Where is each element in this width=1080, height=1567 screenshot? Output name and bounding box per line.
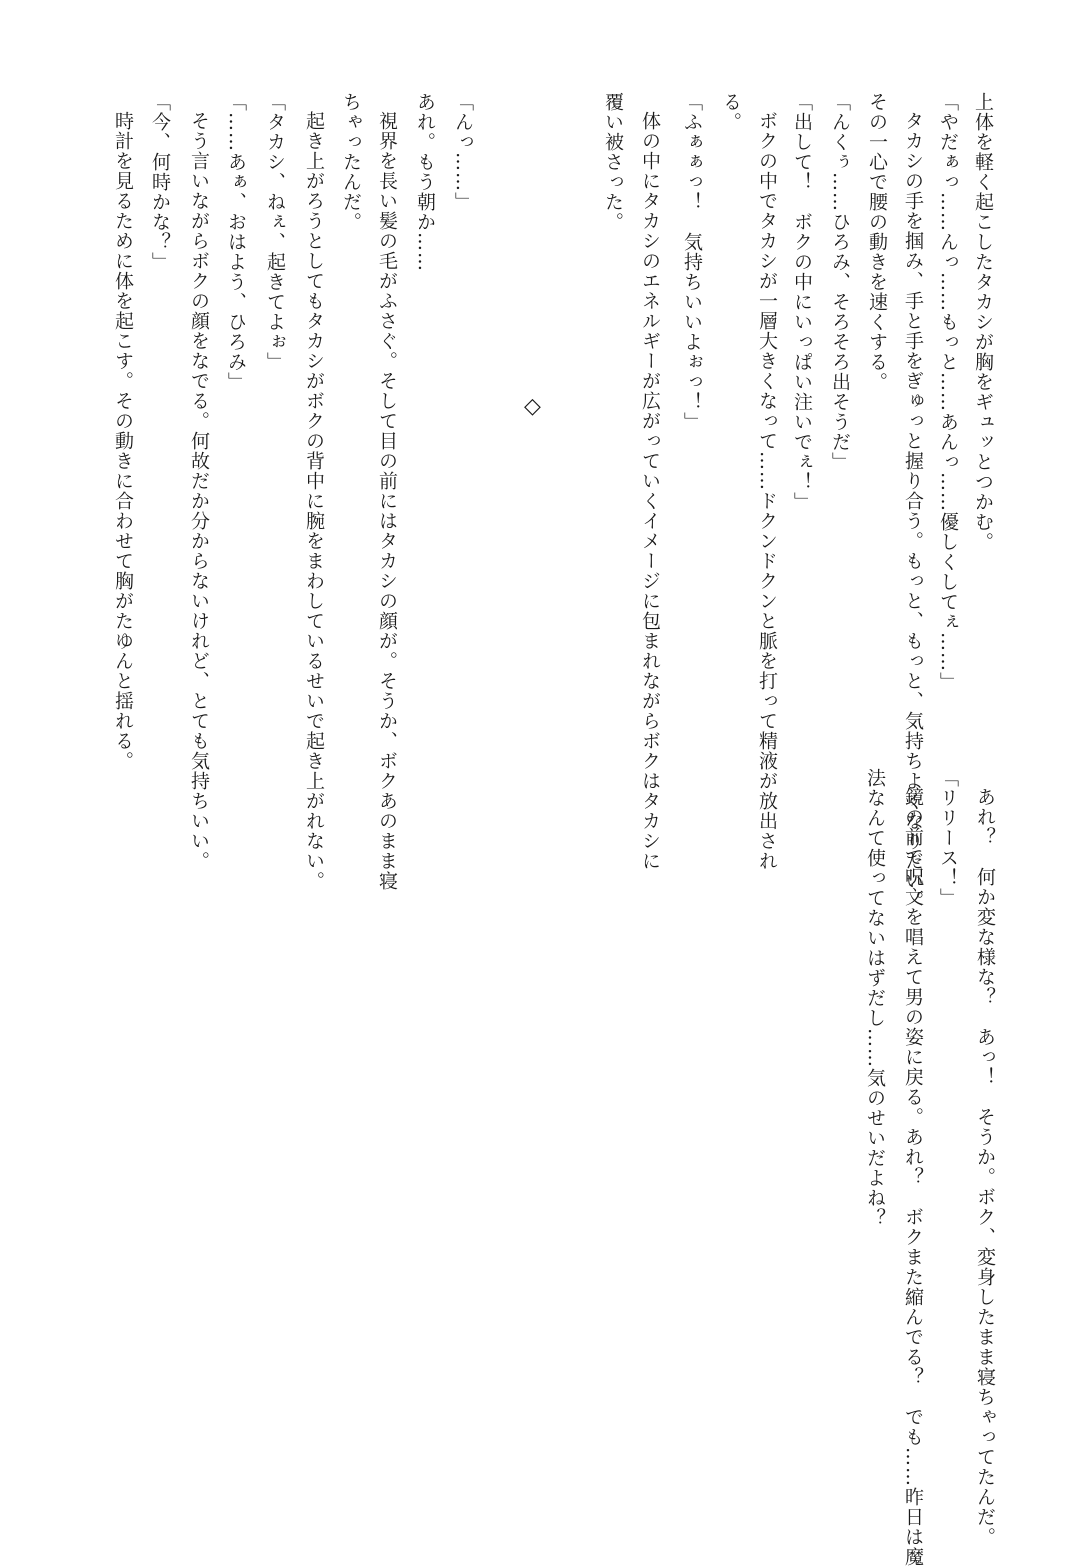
text-line: ボクの中でタカシが一層大きくなって……ドクンドクンと脈を打って精液が放出され (756, 111, 778, 871)
scene-divider: ◇ (524, 394, 541, 419)
text-line: 「リリース！」 (937, 768, 959, 908)
text-line: 「タカシ、ねぇ、起きてよぉ」 (264, 92, 286, 372)
text-line: あれ。もう朝か…… (414, 92, 436, 272)
text-line: 法なんて使ってないはずだし……気のせいだよね？ (864, 768, 886, 1228)
text-line: 「今、何時かな？」 (149, 92, 171, 272)
text-line: 視界を長い髪の毛がふさぐ。そして目の前にはタカシの顔が。そうか、ボクあのまま寝 (376, 111, 398, 891)
text-line: 「……あぁ、おはよう、ひろみ」 (225, 92, 247, 392)
text-line: 「んっ……」 (452, 92, 474, 212)
text-line: 起き上がろうとしてもタカシがボクの背中に腕をまわしているせいで起き上がれない。 (303, 111, 325, 891)
text-line: その一心で腰の動きを速くする。 (866, 92, 888, 392)
text-line: 「んくぅ……ひろみ、そろそろ出そうだ」 (829, 92, 851, 472)
text-line: 鏡の前で呪文を唱えて男の姿に戻る。あれ？ ボクまた縮んでる？ でも……昨日は魔 (902, 787, 924, 1567)
text-line: 「出して！ ボクの中にいっぱい注いでぇ！」 (791, 92, 813, 512)
text-line: そう言いながらボクの顔をなでる。何故だか分からないけれど、とても気持ちいい。 (188, 111, 210, 871)
text-line: タカシの手を掴み、手と手をぎゅっと握り合う。もっと、もっと、気持ちよくなりたい。 (902, 111, 924, 911)
text-line: 覆い被さった。 (602, 92, 624, 232)
text-line: ちゃったんだ。 (340, 92, 362, 232)
text-line: 「ふぁぁっ！ 気持ちいいよぉっ！」 (681, 92, 703, 432)
text-line: あれ？ 何か変な様な？ あっ！ そうか。ボク、変身したまま寝ちゃってたんだ。 (974, 787, 996, 1547)
text-line: る。 (720, 92, 742, 132)
text-line: 時計を見るために体を起こす。その動きに合わせて胸がたゆんと揺れる。 (112, 111, 134, 771)
text-line: 「やだぁっ……んっ……もっと……あんっ……優しくしてぇ……」 (937, 92, 959, 692)
text-line: 上体を軽く起こしたタカシが胸をギュッとつかむ。 (972, 92, 994, 552)
text-line: 体の中にタカシのエネルギーが広がっていくイメージに包まれながらボクはタカシに (639, 111, 661, 871)
